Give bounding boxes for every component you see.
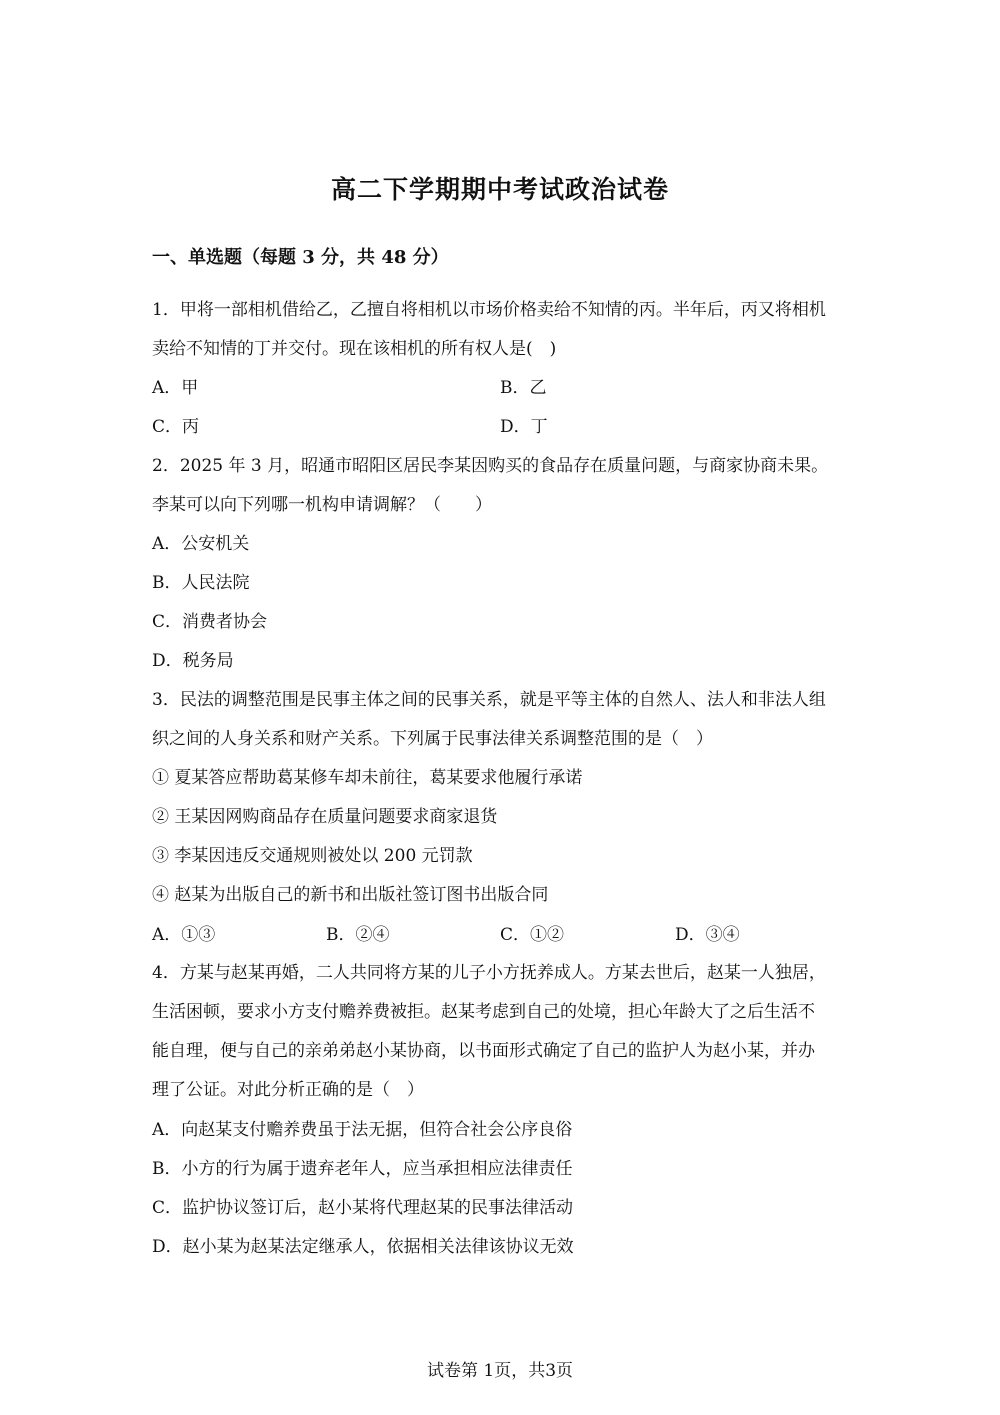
question-3-item-3: ③ 李某因违反交通规则被处以 200 元罚款 <box>152 846 473 866</box>
question-2-option-a: A．公安机关 <box>152 534 250 554</box>
question-3-option-d: D．③④ <box>675 925 740 945</box>
question-3-item-2: ② 王某因网购商品存在质量问题要求商家退货 <box>152 807 498 827</box>
question-1-option-b: B．乙 <box>500 378 547 398</box>
question-4-option-c: C．监护协议签订后，赵小某将代理赵某的民事法律活动 <box>152 1198 574 1218</box>
question-2-stem-line-1: 2．2025 年 3 月，昭通市昭阳区居民李某因购买的食品存在质量问题，与商家协商未果。 <box>152 456 829 476</box>
question-3-item-1: ① 夏某答应帮助葛某修车却未前往，葛某要求他履行承诺 <box>152 768 583 788</box>
question-1-stem-line-2: 卖给不知情的丁并交付。现在该相机的所有权人是( ) <box>152 339 557 359</box>
question-3-option-c: C．①② <box>500 925 565 945</box>
question-4-stem-line-3: 能自理，便与自己的亲弟弟赵小某协商，以书面形式确定了自己的监护人为赵小某，并办 <box>152 1041 815 1061</box>
question-4-stem-line-1: 4．方某与赵某再婚，二人共同将方某的儿子小方抚养成人。方某去世后，赵某一人独居， <box>152 963 826 983</box>
page-title: 高二下学期期中考试政治试卷 <box>330 175 669 204</box>
question-2-option-c: C．消费者协会 <box>152 612 268 632</box>
question-2-stem-line-2: 李某可以向下列哪一机构申请调解？（ ） <box>152 495 492 515</box>
question-3-stem-line-2: 织之间的人身关系和财产关系。下列属于民事法律关系调整范围的是（ ） <box>152 729 713 749</box>
question-4-option-b: B．小方的行为属于遗弃老年人，应当承担相应法律责任 <box>152 1159 573 1179</box>
question-3-option-a: A．①③ <box>152 925 216 945</box>
question-4-option-a: A．向赵某支付赡养费虽于法无据，但符合社会公序良俗 <box>152 1120 573 1140</box>
question-3-option-b: B．②④ <box>326 925 390 945</box>
page-footer: 试卷第 1页，共3页 <box>426 1361 574 1381</box>
question-3-item-4: ④ 赵某为出版自己的新书和出版社签订图书出版合同 <box>152 885 549 905</box>
question-4-option-d: D．赵小某为赵某法定继承人，依据相关法律该协议无效 <box>152 1237 574 1257</box>
question-1-option-d: D．丁 <box>500 417 548 437</box>
question-1-option-a: A．甲 <box>152 378 199 398</box>
question-1-stem-line-1: 1．甲将一部相机借给乙，乙擅自将相机以市场价格卖给不知情的丙。半年后，丙又将相机 <box>152 300 826 320</box>
question-1-option-c: C．丙 <box>152 417 200 437</box>
question-2-option-d: D．税务局 <box>152 651 234 671</box>
question-4-stem-line-2: 生活困顿，要求小方支付赡养费被拒。赵某考虑到自己的处境，担心年龄大了之后生活不 <box>152 1002 815 1022</box>
question-2-option-b: B．人民法院 <box>152 573 250 593</box>
question-4-stem-line-4: 理了公证。对此分析正确的是（ ） <box>152 1080 424 1100</box>
question-3-stem-line-1: 3．民法的调整范围是民事主体之间的民事关系，就是平等主体的自然人、法人和非法人组 <box>152 690 826 710</box>
section-heading: 一、单选题（每题 3 分，共 48 分） <box>152 247 449 268</box>
